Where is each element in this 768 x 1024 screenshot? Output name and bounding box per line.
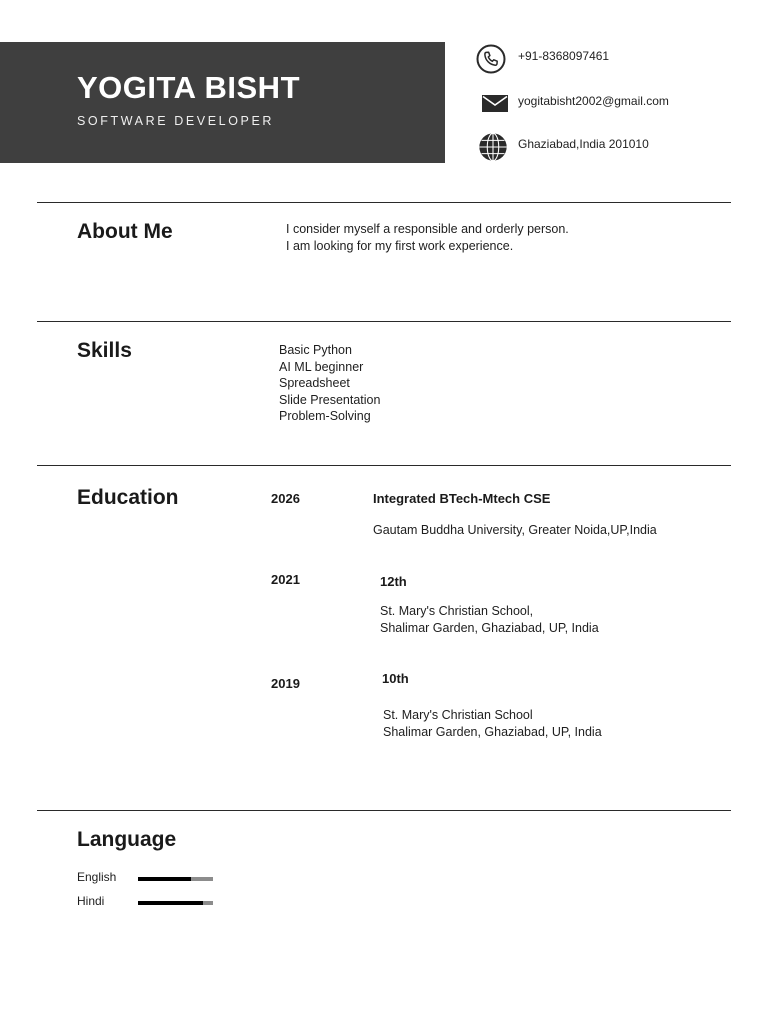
skills-list <box>279 342 380 425</box>
language-level-bar <box>138 901 213 905</box>
mail-icon <box>480 88 510 118</box>
education-year: 2019 <box>271 676 300 691</box>
phone-icon <box>476 44 506 74</box>
divider <box>37 465 731 466</box>
language-name: Hindi <box>77 894 105 908</box>
education-detail <box>373 522 657 539</box>
education-year: 2021 <box>271 572 300 587</box>
divider <box>37 321 731 322</box>
about-line: I consider myself a responsible and orderly person. <box>286 222 569 236</box>
education-year: 2026 <box>271 491 300 506</box>
section-title-skills: Skills <box>77 339 132 362</box>
education-degree: 10th <box>382 671 409 686</box>
education-detail-line: Shalimar Garden, Ghaziabad, UP, India <box>383 724 602 739</box>
about-text <box>286 221 569 254</box>
education-degree: Integrated BTech-Mtech CSE <box>373 491 551 506</box>
divider <box>37 202 731 203</box>
language-level-fill <box>138 877 191 881</box>
language-level-fill <box>138 901 203 905</box>
education-detail <box>380 603 599 636</box>
education-detail-line: Gautam Buddha University, Greater Noida,UP,India <box>373 523 657 537</box>
education-detail-line: St. Mary's Christian School <box>383 708 533 722</box>
candidate-role: SOFTWARE DEVELOPER <box>77 114 275 128</box>
education-detail-line: St. Mary's Christian School, <box>380 604 534 618</box>
contact-email: yogitabisht2002@gmail.com <box>518 94 669 108</box>
globe-icon <box>478 132 508 162</box>
skill-item: Spreadsheet <box>279 376 350 390</box>
contact-location: Ghaziabad,India 201010 <box>518 137 649 151</box>
skill-item: Slide Presentation <box>279 392 381 407</box>
skill-item: AI ML beginner <box>279 359 364 374</box>
education-degree: 12th <box>380 574 407 589</box>
candidate-name: YOGITA BISHT <box>77 70 300 105</box>
about-line: I am looking for my first work experience. <box>286 238 514 253</box>
contact-phone: +91-8368097461 <box>518 49 610 63</box>
section-title-language: Language <box>77 828 177 851</box>
education-detail-line: Shalimar Garden, Ghaziabad, UP, India <box>380 620 599 635</box>
section-title-education: Education <box>77 486 179 509</box>
education-detail <box>383 707 602 740</box>
language-level-bar <box>138 877 213 881</box>
language-name: English <box>77 870 117 884</box>
section-title-about: About Me <box>77 220 173 243</box>
skill-item: Basic Python <box>279 343 352 357</box>
skill-item: Problem-Solving <box>279 409 371 423</box>
divider <box>37 810 731 811</box>
